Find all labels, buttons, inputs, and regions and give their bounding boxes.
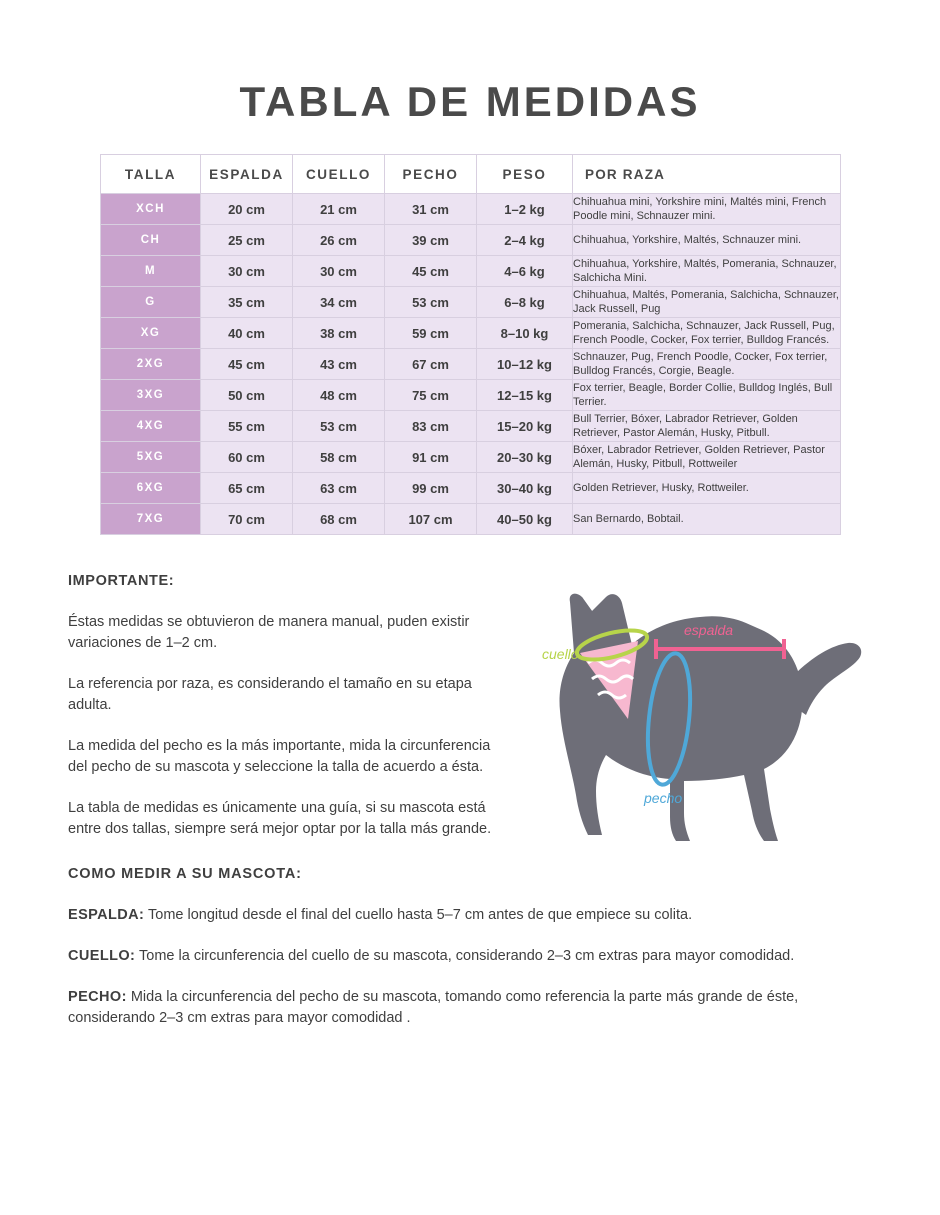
cell-talla: 3XG	[101, 380, 201, 411]
cell-pecho: 45 cm	[385, 256, 477, 287]
important-paragraph-3: La medida del pecho es la más importante, mida la circunferencia del pecho de su mascota y seleccione la talla de acuerdo a ésta.	[68, 738, 491, 776]
cell-cuello: 68 cm	[293, 504, 385, 535]
pecho-label: pecho	[644, 790, 683, 806]
page-title: TABLA DE MEDIDAS	[239, 78, 701, 125]
measure-item-pecho	[68, 987, 872, 1029]
measure-item-cuello	[68, 946, 872, 967]
table-row	[101, 504, 841, 535]
table-row	[101, 473, 841, 504]
cell-raza: Chihuahua, Yorkshire, Maltés, Pomerania, Schnauzer, Salchicha Mini.	[573, 256, 841, 287]
table-row	[101, 380, 841, 411]
measure-text-pecho: Mida la circunferencia del pecho de su mascota, tomando como referencia la parte más grande de éste, considerando 2–3 cm extras para mayor comodidad .	[68, 989, 799, 1027]
table-row	[101, 318, 841, 349]
cell-espalda: 45 cm	[201, 349, 293, 380]
column-header-talla: TALLA	[101, 155, 201, 194]
important-text-column	[68, 571, 498, 840]
cell-talla: 2XG	[101, 349, 201, 380]
cell-peso: 10–12 kg	[477, 349, 573, 380]
column-header-pecho: PECHO	[385, 155, 477, 194]
cell-raza: Schnauzer, Pug, French Poodle, Cocker, Fox terrier, Bulldog Francés, Corgie, Beagle.	[573, 349, 841, 380]
cell-cuello: 26 cm	[293, 225, 385, 256]
cell-talla: G	[101, 287, 201, 318]
dog-diagram-svg	[536, 579, 892, 867]
cell-talla: 7XG	[101, 504, 201, 535]
measure-label-pecho: PECHO:	[68, 989, 127, 1006]
cell-peso: 2–4 kg	[477, 225, 573, 256]
table-row	[101, 287, 841, 318]
cell-peso: 12–15 kg	[477, 380, 573, 411]
cell-espalda: 60 cm	[201, 442, 293, 473]
cell-cuello: 53 cm	[293, 411, 385, 442]
how-to-measure-heading: COMO MEDIR A SU MASCOTA:	[68, 866, 302, 883]
cell-espalda: 50 cm	[201, 380, 293, 411]
cell-talla: M	[101, 256, 201, 287]
cell-cuello: 58 cm	[293, 442, 385, 473]
measure-label-espalda: ESPALDA:	[68, 907, 145, 924]
important-paragraph-4: La tabla de medidas es únicamente una guía, si su mascota está entre dos tallas, siempre será mejor optar por la talla más grande.	[68, 800, 492, 838]
cell-peso: 1–2 kg	[477, 194, 573, 225]
cell-peso: 4–6 kg	[477, 256, 573, 287]
cell-talla: XG	[101, 318, 201, 349]
cell-cuello: 21 cm	[293, 194, 385, 225]
table-row	[101, 411, 841, 442]
cell-espalda: 55 cm	[201, 411, 293, 442]
cell-peso: 40–50 kg	[477, 504, 573, 535]
cell-talla: CH	[101, 225, 201, 256]
cell-peso: 15–20 kg	[477, 411, 573, 442]
cell-raza: Golden Retriever, Husky, Rottweiler.	[573, 473, 841, 504]
cell-raza: Chihuahua, Yorkshire, Maltés, Schnauzer mini.	[573, 225, 841, 256]
column-header-peso: PESO	[477, 155, 573, 194]
table-row	[101, 194, 841, 225]
cell-pecho: 75 cm	[385, 380, 477, 411]
table-header	[101, 155, 841, 194]
cell-espalda: 35 cm	[201, 287, 293, 318]
cell-talla: 4XG	[101, 411, 201, 442]
cell-espalda: 20 cm	[201, 194, 293, 225]
column-header-por-raza: POR RAZA	[573, 155, 841, 194]
cell-peso: 30–40 kg	[477, 473, 573, 504]
table-header-row	[101, 155, 841, 194]
column-header-espalda: ESPALDA	[201, 155, 293, 194]
cell-cuello: 48 cm	[293, 380, 385, 411]
cell-cuello: 63 cm	[293, 473, 385, 504]
cell-espalda: 70 cm	[201, 504, 293, 535]
size-table-container	[100, 154, 840, 535]
table-row	[101, 256, 841, 287]
cuello-label: cuello	[542, 646, 579, 662]
measure-item-espalda	[68, 905, 872, 926]
cell-espalda: 40 cm	[201, 318, 293, 349]
cell-espalda: 30 cm	[201, 256, 293, 287]
cell-pecho: 67 cm	[385, 349, 477, 380]
cell-raza: Chihuahua mini, Yorkshire mini, Maltés mini, French Poodle mini, Schnauzer mini.	[573, 194, 841, 225]
cell-pecho: 39 cm	[385, 225, 477, 256]
table-body	[101, 194, 841, 535]
cell-raza: Fox terrier, Beagle, Border Collie, Bulldog Inglés, Bull Terrier.	[573, 380, 841, 411]
table-row	[101, 225, 841, 256]
cell-raza: San Bernardo, Bobtail.	[573, 504, 841, 535]
important-section	[0, 571, 940, 840]
cell-raza: Bóxer, Labrador Retriever, Golden Retriever, Pastor Alemán, Husky, Pitbull, Rottweiler	[573, 442, 841, 473]
cell-espalda: 25 cm	[201, 225, 293, 256]
cell-talla: XCH	[101, 194, 201, 225]
cell-pecho: 31 cm	[385, 194, 477, 225]
cell-pecho: 91 cm	[385, 442, 477, 473]
cell-pecho: 107 cm	[385, 504, 477, 535]
how-to-measure-section	[0, 864, 940, 1029]
cell-talla: 5XG	[101, 442, 201, 473]
important-paragraph-2: La referencia por raza, es considerando el tamaño en su etapa adulta.	[68, 676, 472, 714]
cell-raza: Pomerania, Salchicha, Schnauzer, Jack Russell, Pug, French Poodle, Cocker, Fox terrier, Bulldog Francés.	[573, 318, 841, 349]
cell-cuello: 34 cm	[293, 287, 385, 318]
cell-peso: 6–8 kg	[477, 287, 573, 318]
column-header-cuello: CUELLO	[293, 155, 385, 194]
size-table	[100, 154, 841, 535]
cell-cuello: 30 cm	[293, 256, 385, 287]
cell-peso: 8–10 kg	[477, 318, 573, 349]
cell-pecho: 99 cm	[385, 473, 477, 504]
table-row	[101, 349, 841, 380]
measure-text-espalda: Tome longitud desde el final del cuello hasta 5–7 cm antes de que empiece su colita.	[144, 907, 693, 924]
espalda-label: espalda	[684, 622, 734, 638]
important-heading: IMPORTANTE:	[68, 573, 175, 589]
cell-pecho: 53 cm	[385, 287, 477, 318]
dog-illustration	[536, 579, 892, 867]
cell-cuello: 43 cm	[293, 349, 385, 380]
cell-raza: Chihuahua, Maltés, Pomerania, Salchicha, Schnauzer, Jack Russell, Pug	[573, 287, 841, 318]
cell-espalda: 65 cm	[201, 473, 293, 504]
measure-label-cuello: CUELLO:	[68, 948, 136, 965]
cell-pecho: 83 cm	[385, 411, 477, 442]
cell-talla: 6XG	[101, 473, 201, 504]
cell-peso: 20–30 kg	[477, 442, 573, 473]
cell-pecho: 59 cm	[385, 318, 477, 349]
measure-text-cuello: Tome la circunferencia del cuello de su mascota, considerando 2–3 cm extras para mayor comodidad.	[135, 948, 795, 965]
cell-cuello: 38 cm	[293, 318, 385, 349]
cell-raza: Bull Terrier, Bóxer, Labrador Retriever, Golden Retriever, Pastor Alemán, Husky, Pitbull.	[573, 411, 841, 442]
important-paragraph-1: Éstas medidas se obtuvieron de manera manual, puden existir variaciones de 1–2 cm.	[68, 614, 470, 652]
table-row	[101, 442, 841, 473]
